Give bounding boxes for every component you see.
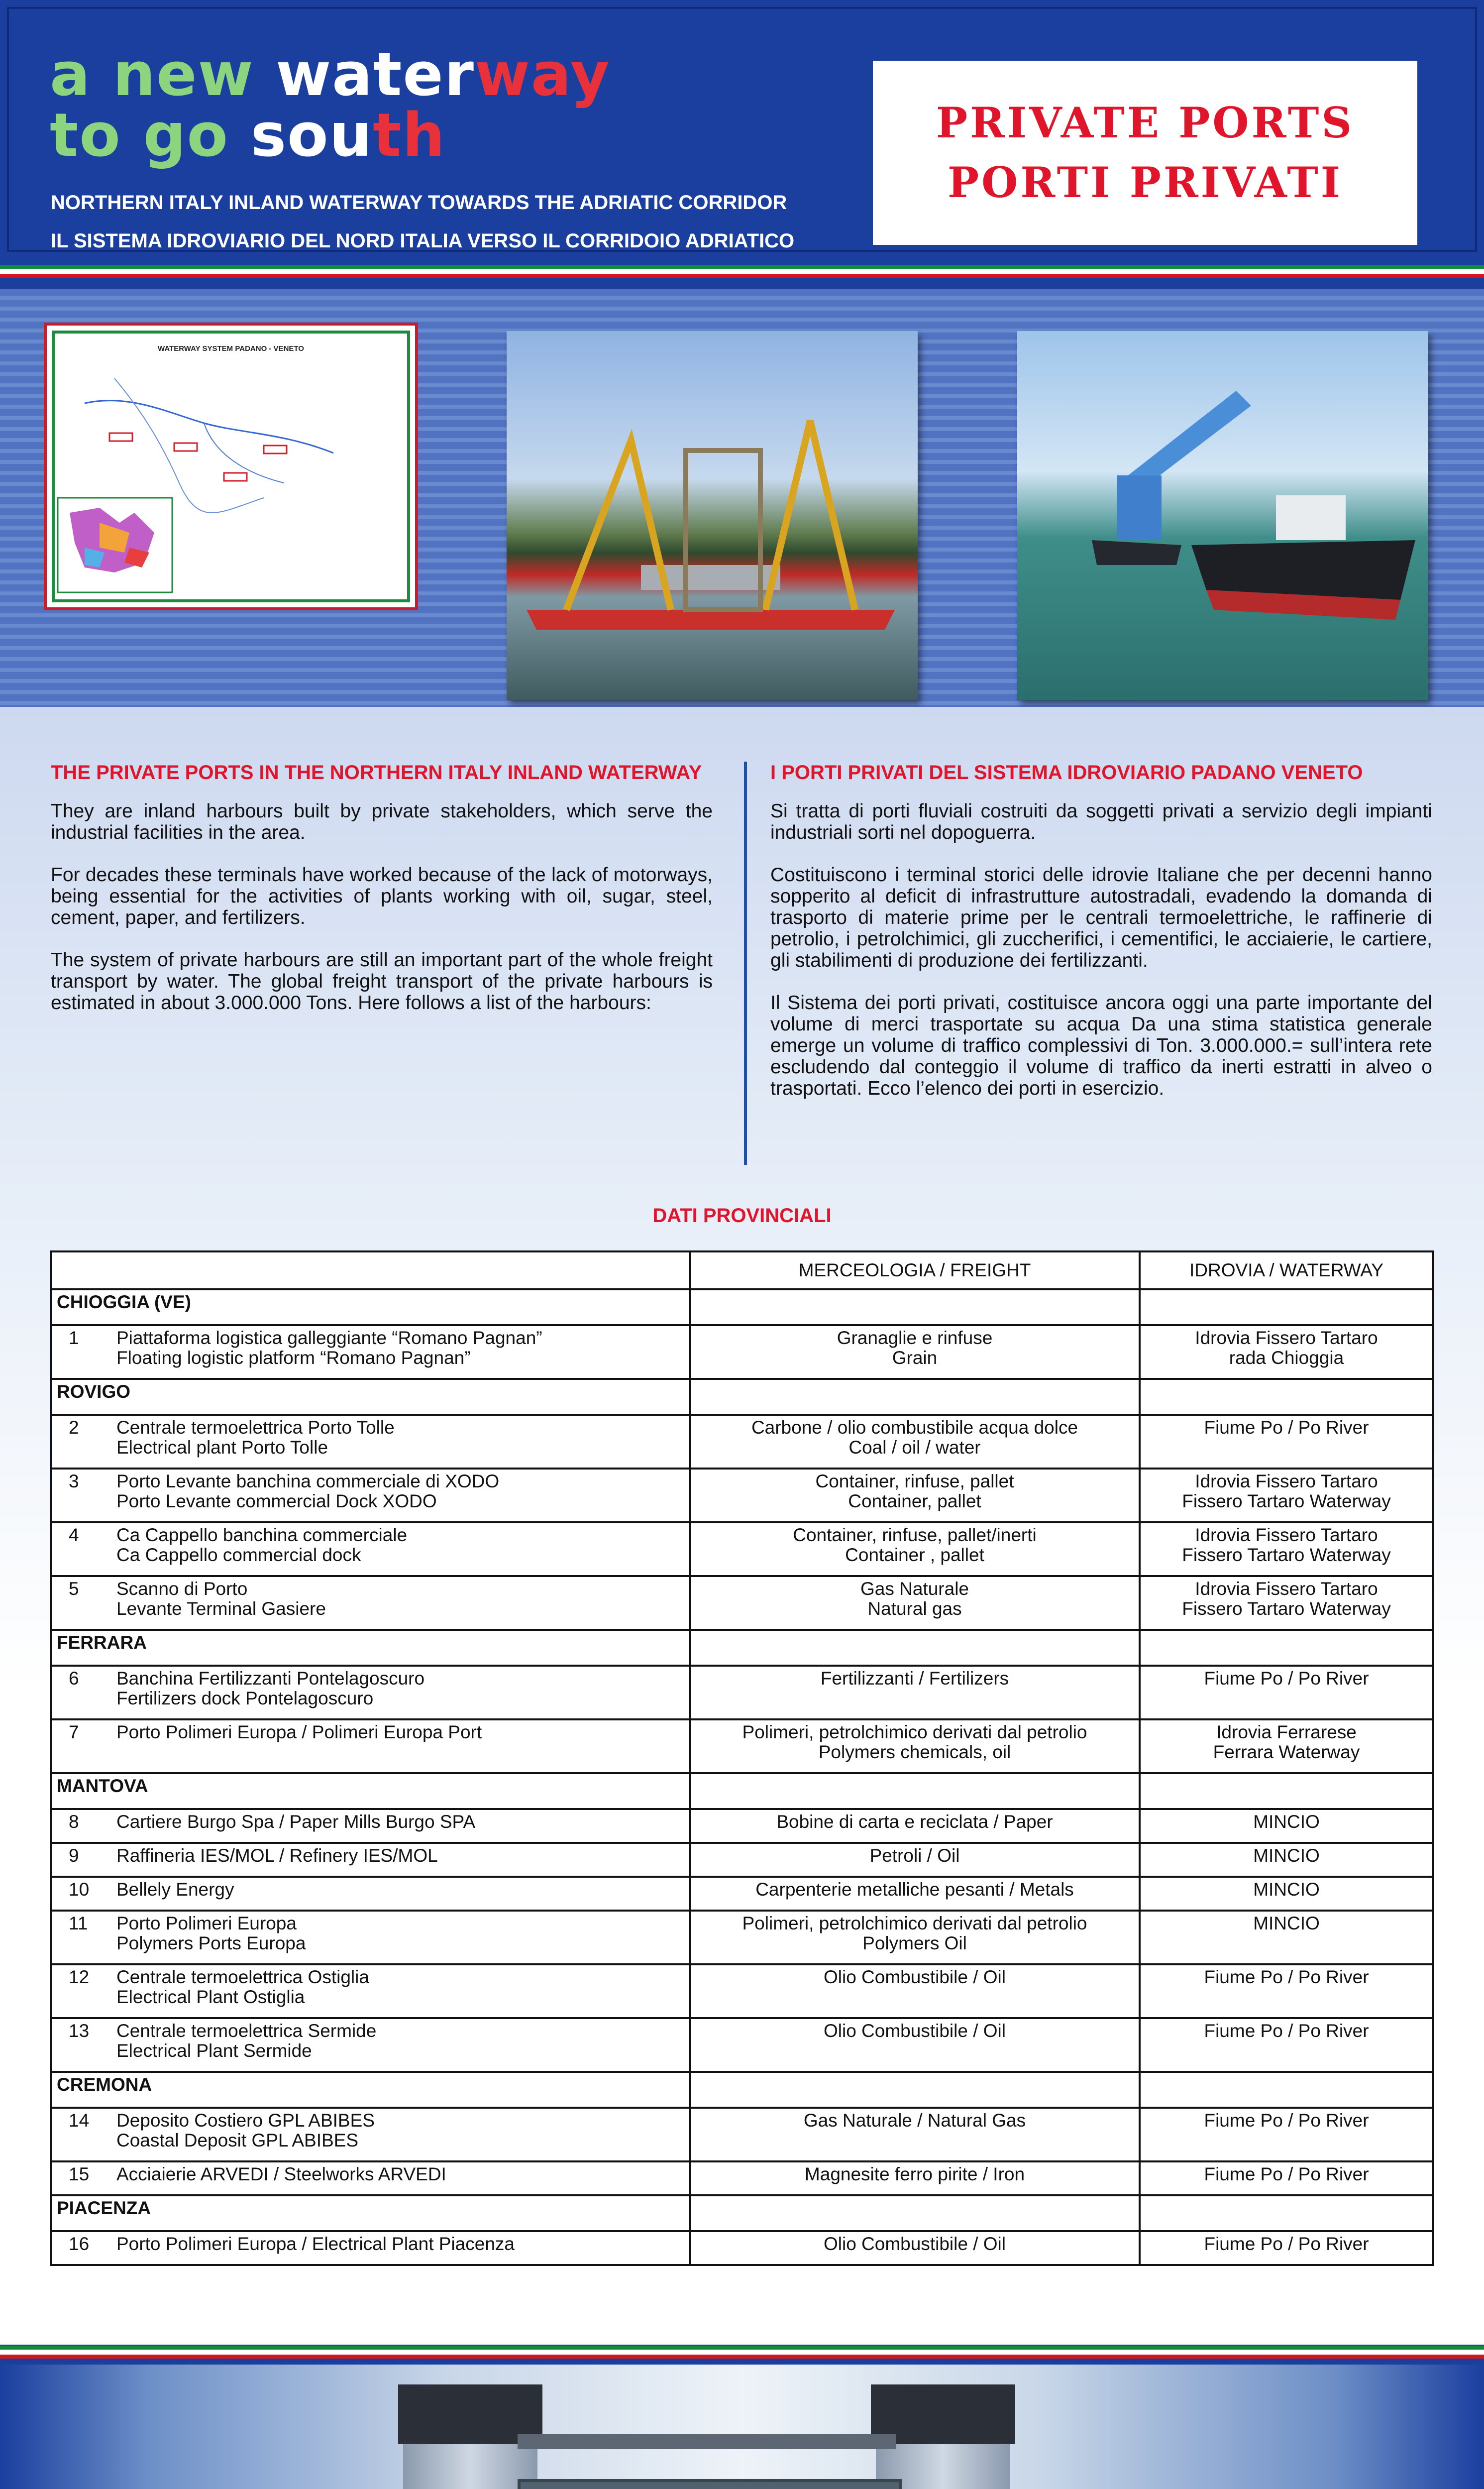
port-name-line: Ca Cappello banchina commerciale xyxy=(116,1525,408,1545)
waterway-line: Fissero Tartaro Waterway xyxy=(1182,1491,1391,1511)
table-row xyxy=(51,1719,1433,1773)
port-name-line: Centrale termoelettrica Sermide xyxy=(116,2021,377,2041)
province-name: MANTOVA xyxy=(51,1773,690,1809)
freight-line: Granaglie e rinfuse xyxy=(837,1328,993,1348)
table-row xyxy=(51,1522,1433,1576)
port-number: 2 xyxy=(69,1417,79,1438)
brand-word: th xyxy=(373,101,446,170)
english-paragraph: They are inland harbours built by private stakeholders, which serve the industrial facilities in the area. xyxy=(51,800,713,843)
province-row xyxy=(51,1289,1433,1325)
english-paragraph: For decades these terminals have worked because of the lack of motorways, being essential for the activities of plants working with oil, sugar, steel, cement, paper, and fertilizers. xyxy=(51,864,713,928)
freight-line: Carbone / olio combustibile acqua dolce xyxy=(751,1417,1078,1438)
province-name: FERRARA xyxy=(51,1630,690,1666)
waterway-cell xyxy=(1140,1911,1433,1964)
port-number: 9 xyxy=(69,1845,79,1866)
freight-line: Olio Combustibile / Oil xyxy=(823,2234,1006,2254)
port-name-line: Bellely Energy xyxy=(116,1879,234,1900)
port-number: 7 xyxy=(69,1722,79,1742)
freight-cell xyxy=(690,1843,1140,1877)
title-box xyxy=(873,61,1417,245)
port-name xyxy=(116,1722,482,1742)
port-name-line: Banchina Fertilizzanti Pontelagoscuro xyxy=(116,1668,425,1689)
port-name-line: Porto Levante commercial Dock XODO xyxy=(116,1491,437,1511)
tricolor-stripe xyxy=(0,265,1484,285)
freight-cell xyxy=(690,1415,1140,1469)
freight-line: Olio Combustibile / Oil xyxy=(823,1967,1006,1987)
freight-cell xyxy=(690,1469,1140,1522)
english-heading: THE PRIVATE PORTS IN THE NORTHERN ITALY INLAND WATERWAY xyxy=(51,762,702,784)
waterway-line: Fiume Po / Po River xyxy=(1204,1417,1369,1438)
port-name xyxy=(116,1418,395,1458)
freight-cell xyxy=(690,1522,1140,1576)
table-row xyxy=(51,2018,1433,2072)
port-number: 6 xyxy=(69,1668,79,1689)
lock-tower xyxy=(876,2384,1010,2489)
port-name-line: Deposito Costiero GPL ABIBES xyxy=(116,2110,375,2131)
waterway-line: Fiume Po / Po River xyxy=(1204,2164,1369,2184)
port-name-line: Coastal Deposit GPL ABIBES xyxy=(116,2130,359,2150)
freight-line: Grain xyxy=(892,1348,938,1368)
port-number: 3 xyxy=(69,1471,79,1491)
province-row xyxy=(51,1630,1433,1666)
freight-line: Container, rinfuse, pallet/inerti xyxy=(793,1525,1037,1545)
subtitle-english: NORTHERN ITALY INLAND WATERWAY TOWARDS THE ADRIATIC CORRIDOR xyxy=(51,192,787,214)
map-drawing xyxy=(55,334,407,599)
waterway-line: Idrovia Fissero Tartaro xyxy=(1195,1471,1378,1491)
province-row xyxy=(51,2072,1433,2108)
table-row xyxy=(51,1415,1433,1469)
waterway-line: MINCIO xyxy=(1253,1845,1320,1866)
italian-column xyxy=(770,762,1432,1120)
port-name-line: Fertilizers dock Pontelagoscuro xyxy=(116,1688,374,1708)
table-row xyxy=(51,1964,1433,2018)
waterway-line: Idrovia Fissero Tartaro xyxy=(1195,1579,1378,1599)
port-name xyxy=(116,1669,424,1708)
waterway-cell xyxy=(1140,2161,1433,2195)
brand-slogan xyxy=(50,40,611,170)
port-number: 1 xyxy=(69,1328,79,1348)
freight-line: Olio Combustibile / Oil xyxy=(823,2021,1006,2041)
title-english: PRIVATE PORTS xyxy=(936,98,1355,147)
freight-cell xyxy=(690,1325,1140,1379)
port-name xyxy=(116,1328,542,1368)
brand-word: to go xyxy=(50,101,251,170)
freight-line: Polymers chemicals, oil xyxy=(818,1742,1011,1762)
port-number: 14 xyxy=(69,2110,90,2131)
port-number: 16 xyxy=(69,2234,90,2254)
port-name-line: Scanno di Porto xyxy=(116,1579,248,1599)
port-name xyxy=(116,1812,475,1832)
port-name xyxy=(116,1579,326,1619)
table-body xyxy=(51,1289,1433,2265)
table-row xyxy=(51,1911,1433,1964)
port-name-line: Electrical Plant Ostiglia xyxy=(116,1987,305,2007)
italian-paragraph: Costituiscono i terminal storici delle idrovie Italiane che per decenni hanno sopperito al deficit di infrastrutture autostradali, evadendo la domanda di trasporto di materie prime per le centrali termoelettriche, le raffinerie di petrolio, i petrolchimici, gli zuccherifici, i cementifici, le acciaierie, le cartiere, gli stabilimenti di produzione dei fertilizzanti. xyxy=(770,864,1432,971)
port-name-line: Electrical Plant Sermide xyxy=(116,2040,312,2061)
port-name-line: Porto Levante banchina commerciale di XODO xyxy=(116,1471,500,1491)
brand-word: a new xyxy=(50,40,276,110)
waterway-line: Fiume Po / Po River xyxy=(1204,2234,1369,2254)
table-header-row xyxy=(51,1251,1433,1289)
column-header xyxy=(51,1251,690,1289)
port-number: 5 xyxy=(69,1579,79,1599)
photo-barge-crane xyxy=(507,331,918,700)
lock-gate xyxy=(518,2479,902,2489)
waterway-cell xyxy=(1140,1522,1433,1576)
freight-line: Container , pallet xyxy=(845,1545,984,1565)
waterway-line: Fissero Tartaro Waterway xyxy=(1182,1545,1391,1565)
english-column xyxy=(51,762,713,1034)
waterway-cell xyxy=(1140,1843,1433,1877)
freight-cell xyxy=(690,1719,1140,1773)
table-row xyxy=(51,1325,1433,1379)
port-name xyxy=(116,2111,375,2150)
english-paragraph: The system of private harbours are still an important part of the whole freight transport by water. The global freight transport of the private harbours is estimated in about 3.000.000 Tons. Here follows a list of the harbours: xyxy=(51,949,713,1014)
port-name-line: Centrale termoelettrica Porto Tolle xyxy=(116,1417,395,1438)
port-name xyxy=(116,1471,499,1511)
waterway-line: Idrovia Ferrarese xyxy=(1216,1722,1357,1742)
title-italian: PORTI PRIVATI xyxy=(947,158,1343,207)
map-title: WATERWAY SYSTEM PADANO - VENETO xyxy=(158,344,304,353)
waterway-cell xyxy=(1140,2231,1433,2265)
waterway-cell xyxy=(1140,1809,1433,1843)
port-name xyxy=(116,2021,376,2061)
freight-line: Fertilizzanti / Fertilizers xyxy=(820,1668,1009,1689)
freight-line: Container, pallet xyxy=(848,1491,981,1511)
table-row xyxy=(51,2231,1433,2265)
waterway-cell xyxy=(1140,1325,1433,1379)
port-name xyxy=(116,2234,515,2254)
waterway-line: Fiume Po / Po River xyxy=(1204,2021,1369,2041)
province-row xyxy=(51,1773,1433,1809)
province-row xyxy=(51,1379,1433,1415)
table-row xyxy=(51,2108,1433,2161)
table-row xyxy=(51,1843,1433,1877)
waterway-line: Fiume Po / Po River xyxy=(1204,2110,1369,2131)
table-row xyxy=(51,1809,1433,1843)
waterway-cell xyxy=(1140,2108,1433,2161)
freight-line: Polimeri, petrolchimico derivati dal petrolio xyxy=(742,1722,1087,1742)
freight-line: Coal / oil / water xyxy=(848,1437,981,1458)
port-name-line: Cartiere Burgo Spa / Paper Mills Burgo SPA xyxy=(116,1811,476,1832)
waterway-line: MINCIO xyxy=(1253,1879,1320,1900)
port-name-line: Porto Polimeri Europa / Electrical Plant Piacenza xyxy=(116,2234,515,2254)
port-number: 10 xyxy=(69,1879,90,1900)
waterway-line: Fiume Po / Po River xyxy=(1204,1967,1369,1987)
waterway-line: MINCIO xyxy=(1253,1913,1320,1933)
freight-line: Bobine di carta e reciclata / Paper xyxy=(776,1811,1053,1832)
port-name-line: Raffineria IES/MOL / Refinery IES/MOL xyxy=(116,1845,438,1866)
italian-paragraph: Il Sistema dei porti privati, costituisce ancora oggi una parte importante del volume di merci trasportate su acqua Da una stima statistica generale emerge un volume di traffico complessivi di Ton. 3.000.000.= sull’intera rete escludendo dal conteggio il volume di traffico da inerti estratti in alveo o trasportati. Ecco l’elenco dei porti in esercizio. xyxy=(770,992,1432,1099)
freight-cell xyxy=(690,2018,1140,2072)
table-row xyxy=(51,2161,1433,2195)
province-row xyxy=(51,2195,1433,2231)
port-name xyxy=(116,1967,369,2007)
freight-cell xyxy=(690,1576,1140,1630)
freight-cell xyxy=(690,1964,1140,2018)
waterway-line: rada Chioggia xyxy=(1229,1348,1344,1368)
table-row xyxy=(51,1877,1433,1911)
freight-line: Natural gas xyxy=(867,1598,962,1619)
freight-cell xyxy=(690,2231,1140,2265)
waterway-cell xyxy=(1140,1877,1433,1911)
column-header: IDROVIA / WATERWAY xyxy=(1140,1251,1433,1289)
port-name-line: Centrale termoelettrica Ostiglia xyxy=(116,1967,369,1987)
tricolor-stripe xyxy=(0,2346,1484,2366)
table-row xyxy=(51,1469,1433,1522)
freight-cell xyxy=(690,1911,1140,1964)
freight-line: Polimeri, petrolchimico derivati dal petrolio xyxy=(742,1913,1087,1933)
port-name-line: Porto Polimeri Europa / Polimeri Europa Port xyxy=(116,1722,482,1742)
header xyxy=(0,0,1484,259)
freight-line: Carpenterie metalliche pesanti / Metals xyxy=(755,1879,1074,1900)
ports-table xyxy=(50,1250,1434,2266)
brand-word: sou xyxy=(250,101,373,170)
freight-line: Magnesite ferro pirite / Iron xyxy=(804,2164,1025,2184)
column-divider xyxy=(744,762,747,1165)
italian-heading: I PORTI PRIVATI DEL SISTEMA IDROVIARIO PADANO VENETO xyxy=(770,762,1363,784)
italian-paragraph: Si tratta di porti fluviali costruiti da soggetti privati a servizio degli impianti industriali sorti nel dopoguerra. xyxy=(770,800,1432,843)
freight-line: Petroli / Oil xyxy=(869,1845,960,1866)
port-name-line: Electrical plant Porto Tolle xyxy=(116,1437,328,1458)
freight-cell xyxy=(690,1666,1140,1719)
waterway-cell xyxy=(1140,1666,1433,1719)
waterway-cell xyxy=(1140,1415,1433,1469)
port-name xyxy=(116,1914,306,1953)
waterway-line: Idrovia Fissero Tartaro xyxy=(1195,1328,1378,1348)
photo-tanker-ship xyxy=(1017,331,1428,700)
table-row xyxy=(51,1576,1433,1630)
waterway-map xyxy=(44,323,418,610)
port-name xyxy=(116,1525,407,1565)
freight-cell xyxy=(690,2161,1140,2195)
waterway-line: Ferrara Waterway xyxy=(1213,1742,1360,1762)
freight-cell xyxy=(690,2108,1140,2161)
port-number: 8 xyxy=(69,1811,79,1832)
freight-line: Gas Naturale / Natural Gas xyxy=(803,2110,1026,2131)
port-number: 13 xyxy=(69,2021,90,2041)
province-name: PIACENZA xyxy=(51,2195,690,2231)
freight-line: Container, rinfuse, pallet xyxy=(815,1471,1014,1491)
freight-cell xyxy=(690,1877,1140,1911)
column-header: MERCEOLOGIA / FREIGHT xyxy=(690,1251,1140,1289)
port-name xyxy=(116,1846,438,1866)
waterway-line: Idrovia Fissero Tartaro xyxy=(1195,1525,1378,1545)
port-number: 12 xyxy=(69,1967,90,1987)
port-name xyxy=(116,2164,446,2184)
table-row xyxy=(51,1666,1433,1719)
province-name: ROVIGO xyxy=(51,1379,690,1415)
waterway-line: Fissero Tartaro Waterway xyxy=(1182,1598,1391,1619)
waterway-line: Fiume Po / Po River xyxy=(1204,1668,1369,1689)
freight-cell xyxy=(690,1809,1140,1843)
waterway-cell xyxy=(1140,1576,1433,1630)
freight-line: Polymers Oil xyxy=(862,1933,967,1953)
port-name-line: Levante Terminal Gasiere xyxy=(116,1598,326,1619)
province-name: CREMONA xyxy=(51,2072,690,2108)
brand-word: water xyxy=(276,40,475,110)
subtitle-italian: IL SISTEMA IDROVIARIO DEL NORD ITALIA VERSO IL CORRIDOIO ADRIATICO xyxy=(51,230,795,252)
port-name-line: Acciaierie ARVEDI / Steelworks ARVEDI xyxy=(116,2164,446,2184)
waterway-line: MINCIO xyxy=(1253,1811,1320,1832)
photo-canal-lock xyxy=(0,2365,1484,2489)
brand-word: way xyxy=(474,40,611,110)
port-name-line: Porto Polimeri Europa xyxy=(116,1913,297,1933)
port-number: 15 xyxy=(69,2164,90,2184)
waterway-cell xyxy=(1140,1719,1433,1773)
waterway-cell xyxy=(1140,1469,1433,1522)
port-number: 11 xyxy=(69,1913,88,1933)
port-number: 4 xyxy=(69,1525,79,1545)
port-name xyxy=(116,1880,234,1900)
waterway-cell xyxy=(1140,2018,1433,2072)
port-name-line: Polymers Ports Europa xyxy=(116,1933,306,1953)
port-name-line: Piattaforma logistica galleggiante “Romano Pagnan” xyxy=(116,1328,542,1348)
province-name: CHIOGGIA (VE) xyxy=(51,1289,690,1325)
freight-line: Gas Naturale xyxy=(860,1579,969,1599)
port-name-line: Ca Cappello commercial dock xyxy=(116,1545,361,1565)
waterway-cell xyxy=(1140,1964,1433,2018)
table-caption: DATI PROVINCIALI xyxy=(652,1205,832,1227)
port-name-line: Floating logistic platform “Romano Pagnan” xyxy=(116,1348,471,1368)
lock-bridge xyxy=(518,2434,896,2449)
